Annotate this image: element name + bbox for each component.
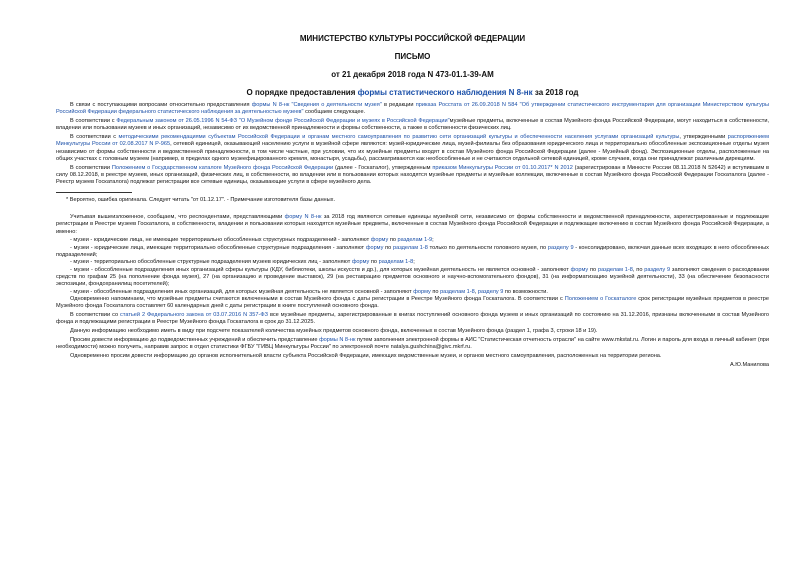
doc-date-number: от 21 декабря 2018 года N 473-01.1-39-АМ <box>331 70 494 79</box>
subject-link[interactable]: формы статистического наблюдения N 8-нк <box>357 88 533 97</box>
link-ministry-order-r965[interactable]: распоряжением Минкультуры России от 02.08.2017 N Р-965 <box>56 134 770 148</box>
link-sections[interactable]: разделам 1-8 <box>597 266 633 273</box>
link-rosstat-order[interactable]: приказа Росстата от 26.09.2018 N 584 "Об утверждении статистического инструментария для организации Министерством культуры Российской Федерации федерального статистического наблюдения за деятельностью музеев" <box>56 102 769 116</box>
link-sections[interactable]: разделам 1-8 <box>378 259 414 266</box>
link-goskatalog[interactable]: Положением о Госкаталоге <box>564 295 637 302</box>
ministry-title: МИНИСТЕРСТВО КУЛЬТУРЫ РОССИЙСКОЙ ФЕДЕРАЦИИ <box>299 34 526 43</box>
link-section-9[interactable]: разделу 9 <box>477 288 504 295</box>
link-method-recommendations[interactable]: методическими рекомендациями субъектам Российской Федерации и органам местного самоуправления по развитию сети организаций культуры и обеспеченности населения услугами организаций культуры <box>118 134 680 141</box>
link-ministry-order-2012[interactable]: приказом Минкультуры России от 01.10.2017* N 2012 <box>432 164 573 171</box>
paragraph-8: Данную информацию необходимо иметь в виду при подсчете показателей количества музейных предметов основного фонда, включенных в состав Музейного фонда (раздел 1, графа 3, строки 18 и 19). <box>70 328 598 335</box>
link-federal-law-54[interactable]: Федеральным законом от 26.05.1996 N 54-ФЗ "О Музейном фонде Российской Федерации и музеях в Российской Федерации" <box>116 118 450 125</box>
link-form[interactable]: форму <box>351 259 370 266</box>
link-form-8nk[interactable]: формы N 8-нк "Сведения о деятельности музея" <box>251 102 382 108</box>
paragraph-3: В соответствии с методическими рекомендациями субъектам Российской Федерации и органам местного самоуправления по развитию сети организаций культуры и обеспеченности населения услугами организаций культуры, утвержденными распоряжением Минкультуры России от 02.08.2017 N Р-965, сетевой единицей, оказывающей населению услуги в музейной сфере являются: музей-юридические лица, музей-филиалы без образования юридического лица и территориально обособленные экспозиционные отделы музея независимо от формы собственности и ведомственной принадлежности, в том числе частные, при условии, что их музейные предметы входят в состав Музейного фонда Российской Федерации (далее - Музейный фонд). Экспозиционные отделы, расположенные на общих участках с головным музеем (например, в пределах одного музеефицированного кремля, монастыря, усадьбы), рассматриваются как необособленные и не считаются отдельной сетевой единицей, кроме случаев, когда они принадлежат различным дирекциям. <box>56 134 770 163</box>
list-item: - музеи - обособленные подразделения иных организаций, для которых музейная деятельность не является основной - заполняют форму по разделам 1-8, разделу 9 по возможности. <box>70 288 548 295</box>
list-item: - музеи - обособленные подразделения иных организаций сферы культуры (КДУ, библиотеки, школы искусств и др.), для которых музейная деятельность не является основной - заполняют форму по разделам 1-8, по разделу 9 заполняют сведения о расходовании средств по графам 25 (на пополнение фонда музея), 27 (на организацию и проведение выставок), 29 (на реставрацию предметов основного и научно-вспомогательного фондов), 31 (на информатизацию музейной деятельности), 33 (на обеспечение безопасности экспозиции, фондохранилищ посетителей); <box>56 266 769 288</box>
paragraph-2: В соответствии с Федеральным законом от 26.05.1996 N 54-ФЗ "О Музейном фонде Российской Федерации и музеях в Российской Федерации"музейные предметы, включенные в состав Музейного фонда Российской Федерации, могут находиться в собственности, владении или пользовании музеев и иных организаций, независимо от их ведомственной принадлежности и формы собственности, а также в собственности физических лиц. <box>56 118 770 132</box>
link-form[interactable]: форму <box>370 237 389 244</box>
signature: А.Ю.Манилова <box>730 362 769 369</box>
paragraph-1: В связи с поступающими вопросами относительно предоставления формы N 8-нк "Сведения о деятельности музея" в редакции приказа Росстата от 26.09.2018 N 584 "Об утверждении статистического инструментария для организации Министерством культуры Российской Федерации федерального статистического наблюдения за деятельностью музеев" сообщаем следующее. <box>56 102 769 116</box>
paragraph-7: В соответствии со статьей 2 Федерального закона от 03.07.2016 N 357-ФЗ все музейные предметы, зарегистрированные в книгах поступлений основного фонда музеев и иных организаций по состоянию на 31.12.2016, признаны включенными в состав Музейного фонда и подлежащими регистрации в Реестре Музейного фонда Госкаталога в срок до 31.12.2025. <box>56 311 769 326</box>
paragraph-6: Одновременно напоминаем, что музейные предметы считаются включенными в состав Музейного фонда с даты регистрации в Реестре Музейного фонда Госкаталога. В соответствии с Положением о Госкаталоге срок регистрации музейных предметов в реестре Музейного фонда Госкаталога составляет 60 календарных дней с даты регистрации в книге поступлений основного фонда. <box>56 295 769 310</box>
footnote-divider <box>56 192 132 193</box>
link-sections[interactable]: разделам 1-9 <box>397 237 433 244</box>
link-form[interactable]: форму <box>570 266 589 273</box>
link-form[interactable]: форму N 8-нк <box>284 214 322 221</box>
doc-subject: О порядке предоставления формы статистического наблюдения N 8-нк за 2018 год <box>246 88 579 97</box>
footnote: * Вероятно, ошибка оригинала. Следует читать "от 01.12.17". - Примечание изготовителя базы данных. <box>66 196 336 203</box>
list-item: - музеи - территориально обособленные структурные подразделения музеев юридических лиц - заполняют форму по разделам 1-8; <box>70 259 415 266</box>
paragraph-4: В соответствии Положением о Государственном каталоге Музейного фонда Российской Федерации (далее - Госкаталог), утвержденным приказом Минкультуры России от 01.10.2017* N 2012 (зарегистрирован в Минюсте России 08.11.2018 N 52642) и вступившим в силу 08.12.2018, в реестре музеев, иных организаций, физических лиц, в собственности, во владении или в пользовании которых находятся музейные предметы и музейные коллекции, включенные в состав Музейного фонда Российской Федерации Госкаталога (далее - Реестр музеев Госкаталога) подлежат регистрации все сетевые единицы, оказывающие услуги в сфере музейного дела. <box>56 164 770 186</box>
doc-type: ПИСЬМО <box>394 52 431 61</box>
link-sections[interactable]: разделам 1-8 <box>393 244 428 251</box>
list-item: - музеи - юридические лица, имеющие территориально обособленные структурные подразделения - заполняют форму по разделам 1-8 только по деятельности головного музея, по разделу 9 - консолидировано, включая данные всех входящих в него обособленных подразделений; <box>56 244 769 259</box>
link-federal-law-357[interactable]: статьей 2 Федерального закона от 03.07.2016 N 357-ФЗ <box>120 311 269 318</box>
list-item: - музеи - юридические лица, не имеющие территориально обособленных структурных подразделений - заполняют форму по разделам 1-9; <box>70 237 434 244</box>
paragraph-5: Учитывая вышеизложенное, сообщаем, что респондентами, представляющими форму N 8-нк за 2018 год являются сетевые единицы музейной сети, независимо от формы собственности и ведомственной принадлежности, зарегистрированные и подлежащие регистрации в Реестре музеев Госкаталога, в собственности, владении и пользовании которых находятся музейные предметы, включенные в состав Музейного фонда Российской Федерации и подлежащие включению в состав Музейного фонда Российской Федерации, а именно: <box>56 214 769 235</box>
link-section-9[interactable]: разделу 9 <box>644 266 671 273</box>
link-sections[interactable]: разделам 1-8 <box>440 288 475 295</box>
link-goskatalog-regulation[interactable]: Положением о Государственном каталоге Музейного фонда Российской Федерации <box>111 164 334 171</box>
link-form[interactable]: форму <box>365 244 384 251</box>
link-section-9[interactable]: разделу 9 <box>547 244 574 251</box>
paragraph-9: Просим довести информацию до подведомственных учреждений и обеспечить представление формы N 8-нк путем заполнения электронной формы в АИС "Статистическая отчетность отрасли" на сайте www.mkstat.ru. Логин и пароль для входа в личный кабинет (при необходимости) можно получить, направив запрос в отдел статистики ФГБУ "ГИВЦ Минкультуры России" по электронной почте natalya.gushchina@givc.mkrf.ru. <box>56 336 769 351</box>
link-form-8nk[interactable]: формы N 8-нк <box>319 336 356 343</box>
paragraph-10: Одновременно просим довести информацию до органов исполнительной власти субъекта Российской Федерации, имеющих ведомственные музеи, и органов местного самоуправления, расположенных на территории региона. <box>70 352 662 359</box>
link-form[interactable]: форму <box>413 288 431 295</box>
